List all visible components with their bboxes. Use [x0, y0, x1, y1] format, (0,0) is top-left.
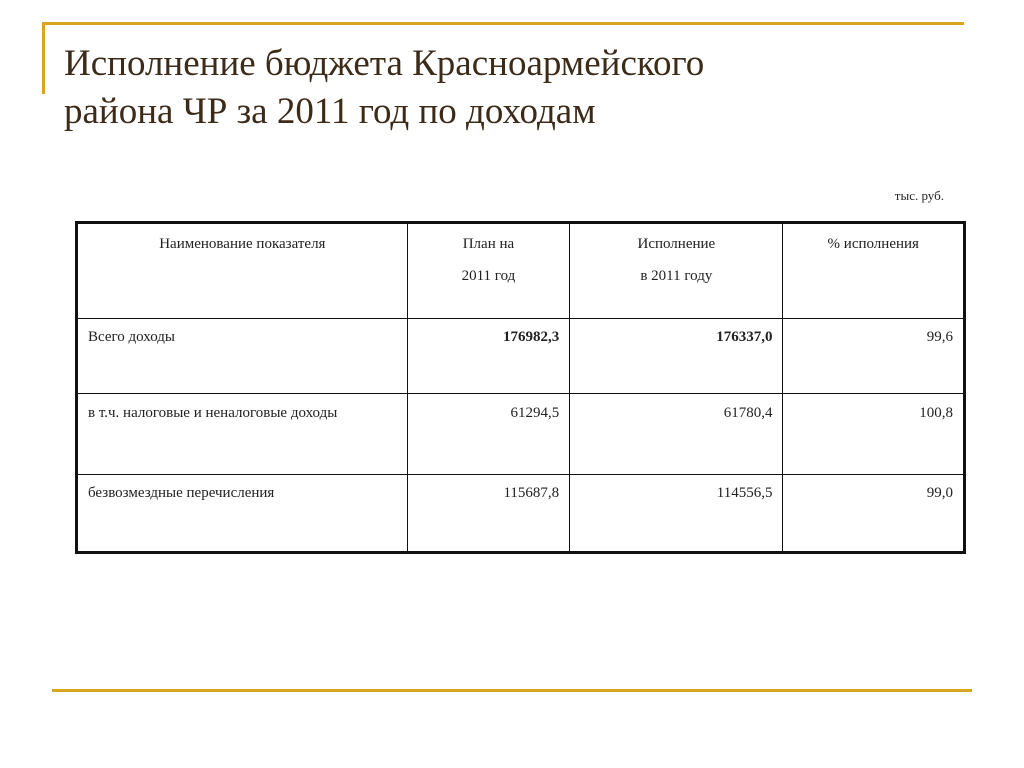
left-accent-line — [42, 22, 45, 94]
header-percent: % исполнения — [783, 223, 965, 319]
row-plan-grants: 115687,8 — [407, 475, 569, 553]
row-percent-grants: 99,0 — [783, 475, 965, 553]
header-plan — [407, 223, 569, 319]
header-execution-line-2: в 2011 году — [640, 268, 713, 284]
table-row — [77, 319, 965, 394]
table-row — [77, 394, 965, 475]
slide-title — [64, 40, 944, 136]
row-name-total: Всего доходы — [77, 319, 408, 394]
header-plan-line-2: 2011 год — [461, 268, 516, 284]
row-exec-tax: 61780,4 — [570, 394, 783, 475]
row-exec-total: 176337,0 — [570, 319, 783, 394]
row-plan-total: 176982,3 — [407, 319, 569, 394]
row-exec-grants: 114556,5 — [570, 475, 783, 553]
row-name-grants: безвозмездные перечисления — [77, 475, 408, 553]
header-execution — [570, 223, 783, 319]
table-row — [77, 475, 965, 553]
slide-title-line-2: района ЧР за 2011 год по доходам — [64, 91, 596, 132]
header-execution-line-1: Исполнение — [637, 236, 716, 252]
bottom-accent-line — [52, 689, 972, 692]
slide-title-line-1: Исполнение бюджета Красноармейского — [64, 43, 705, 84]
budget-table — [75, 221, 966, 554]
header-name: Наименование показателя — [77, 223, 408, 319]
table-header-row — [77, 223, 965, 319]
header-plan-line-1: План на — [462, 236, 515, 252]
units-label: тыс. руб. — [894, 188, 944, 203]
row-percent-total: 99,6 — [783, 319, 965, 394]
top-accent-line — [42, 22, 964, 25]
row-percent-tax: 100,8 — [783, 394, 965, 475]
row-plan-tax: 61294,5 — [407, 394, 569, 475]
row-name-tax: в т.ч. налоговые и неналоговые доходы — [77, 394, 408, 475]
